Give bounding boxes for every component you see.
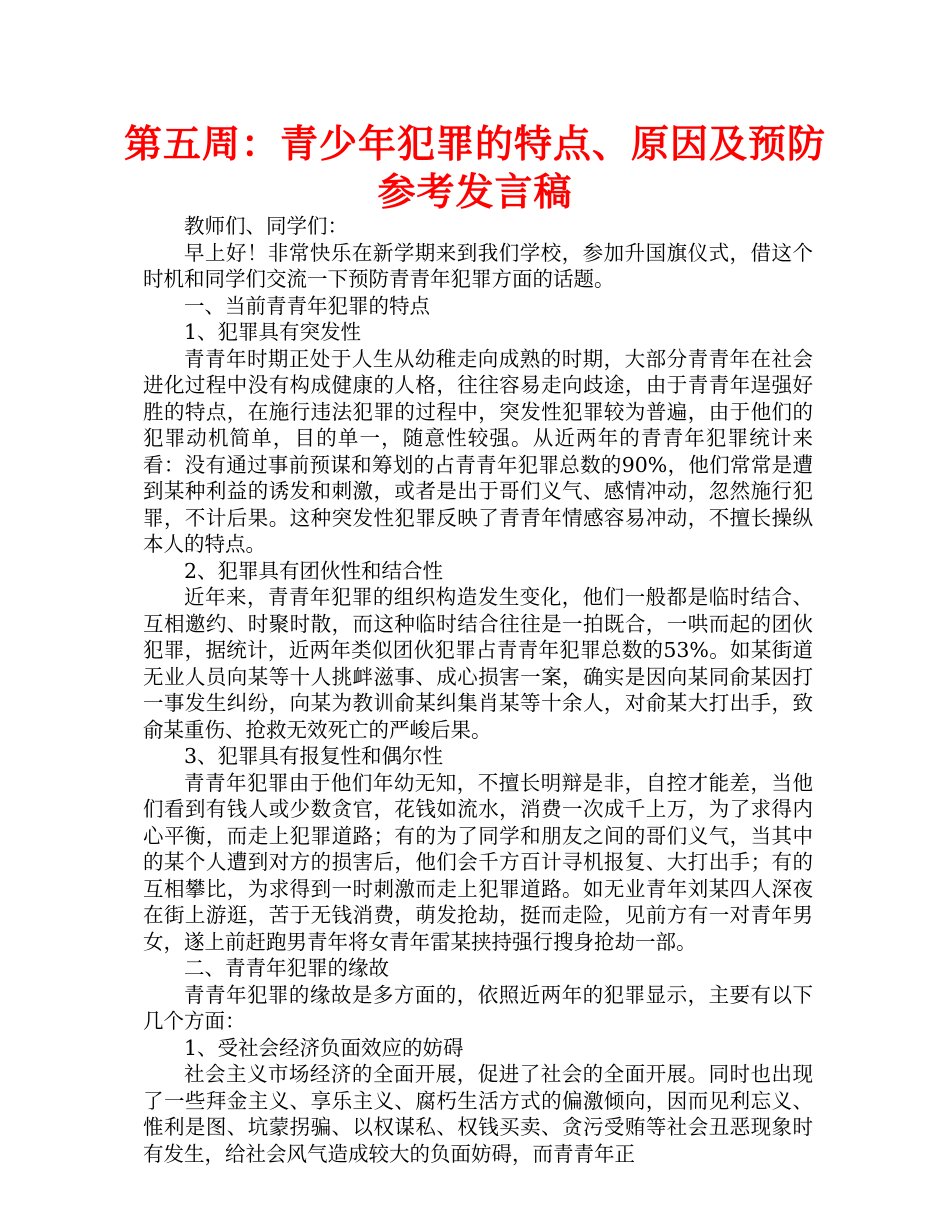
document-body xyxy=(143,213,813,1167)
paragraph: 青青年时期正处于人生从幼稚走向成熟的时期，大部分青青年在社会进化过程中没有构成健康的人格，往往容易走向歧途，由于青青年逞强好胜的特点，在施行违法犯罪的过程中，突发性犯罪较为普遍，由于他们的犯罪动机简单，目的单一，随意性较强。从近两年的青青年犯罪统计来看：没有通过事前预谋和筹划的占青青年犯罪总数的90%，他们常常是遭到某种利益的诱发和刺激，或者是出于哥们义气、感情冲动，忽然施行犯罪，不计后果。这种突发性犯罪反映了青青年情感容易冲动，不擅长操纵本人的特点。 xyxy=(143,346,813,556)
section-heading-1: 一、当前青青年犯罪的特点 xyxy=(184,293,430,318)
subheading-1-3: 3、犯罪具有报复性和偶尔性 xyxy=(184,744,444,768)
paragraph-greeting: 早上好！非常快乐在新学期来到我们学校，参加升国旗仪式，借这个时机和同学们交流一下预防青青年犯罪方面的话题。 xyxy=(143,240,813,291)
subheading-1-1: 1、犯罪具有突发性 xyxy=(184,320,362,344)
salutation: 教师们、同学们： xyxy=(184,214,348,238)
paragraph: 社会主义市场经济的全面开展，促进了社会的全面开展。同时也出现了一些拜金主义、享乐主义、腐朽生活方式的偏激倾向，因而见利忘义、惟利是图、坑蒙拐骗、以权谋私、权钱买卖、贪污受贿等社会丑恶现象时有发生，给社会风气造成较大的负面妨碍，而青青年正 xyxy=(143,1062,813,1166)
section-heading-2: 二、青青年犯罪的缘故 xyxy=(184,956,389,980)
document-title xyxy=(120,120,830,216)
paragraph: 近年来，青青年犯罪的组织构造发生变化，他们一般都是临时结合、互相邀约、时聚时散，而这种临时结合往往是一拍既合，一哄而起的团伙犯罪，据统计，近两年类似团伙犯罪占青青年犯罪总数的53%。如某街道无业人员向某等十人挑衅滋事、成心损害一案，确实是因向某同俞某因打一事发生纠纷，向某为教训俞某纠集肖某等十余人，对俞某大打出手，致俞某重伤、抢救无效死亡的严峻后果。 xyxy=(143,585,813,742)
subheading-2-1: 1、受社会经济负面效应的妨碍 xyxy=(184,1035,464,1060)
subheading-1-2: 2、犯罪具有团伙性和结合性 xyxy=(184,558,444,583)
title-line-1: 第五周：青少年犯罪的特点、原因及预防 xyxy=(123,122,826,166)
paragraph: 青青年犯罪的缘故是多方面的，依照近两年的犯罪显示，主要有以下几个方面： xyxy=(143,982,813,1033)
title-line-2: 参考发言稿 xyxy=(377,170,573,214)
paragraph: 青青年犯罪由于他们年幼无知，不擅长明辩是非，自控才能差，当他们看到有钱人或少数贪官，花钱如流水，消费一次成千上万，为了求得内心平衡，而走上犯罪道路；有的为了同学和朋友之间的哥们义气，当其中的某个人遭到对方的损害后，他们会千方百计寻机报复、大打出手；有的互相攀比，为求得到一时刺激而走上犯罪道路。如无业青年刘某四人深夜在街上游逛，苦于无钱消费，萌发抢劫，挺而走险，见前方有一对青年男女，遂上前赶跑男青年将女青年雷某挟持强行搜身抢劫一部。 xyxy=(143,770,813,954)
